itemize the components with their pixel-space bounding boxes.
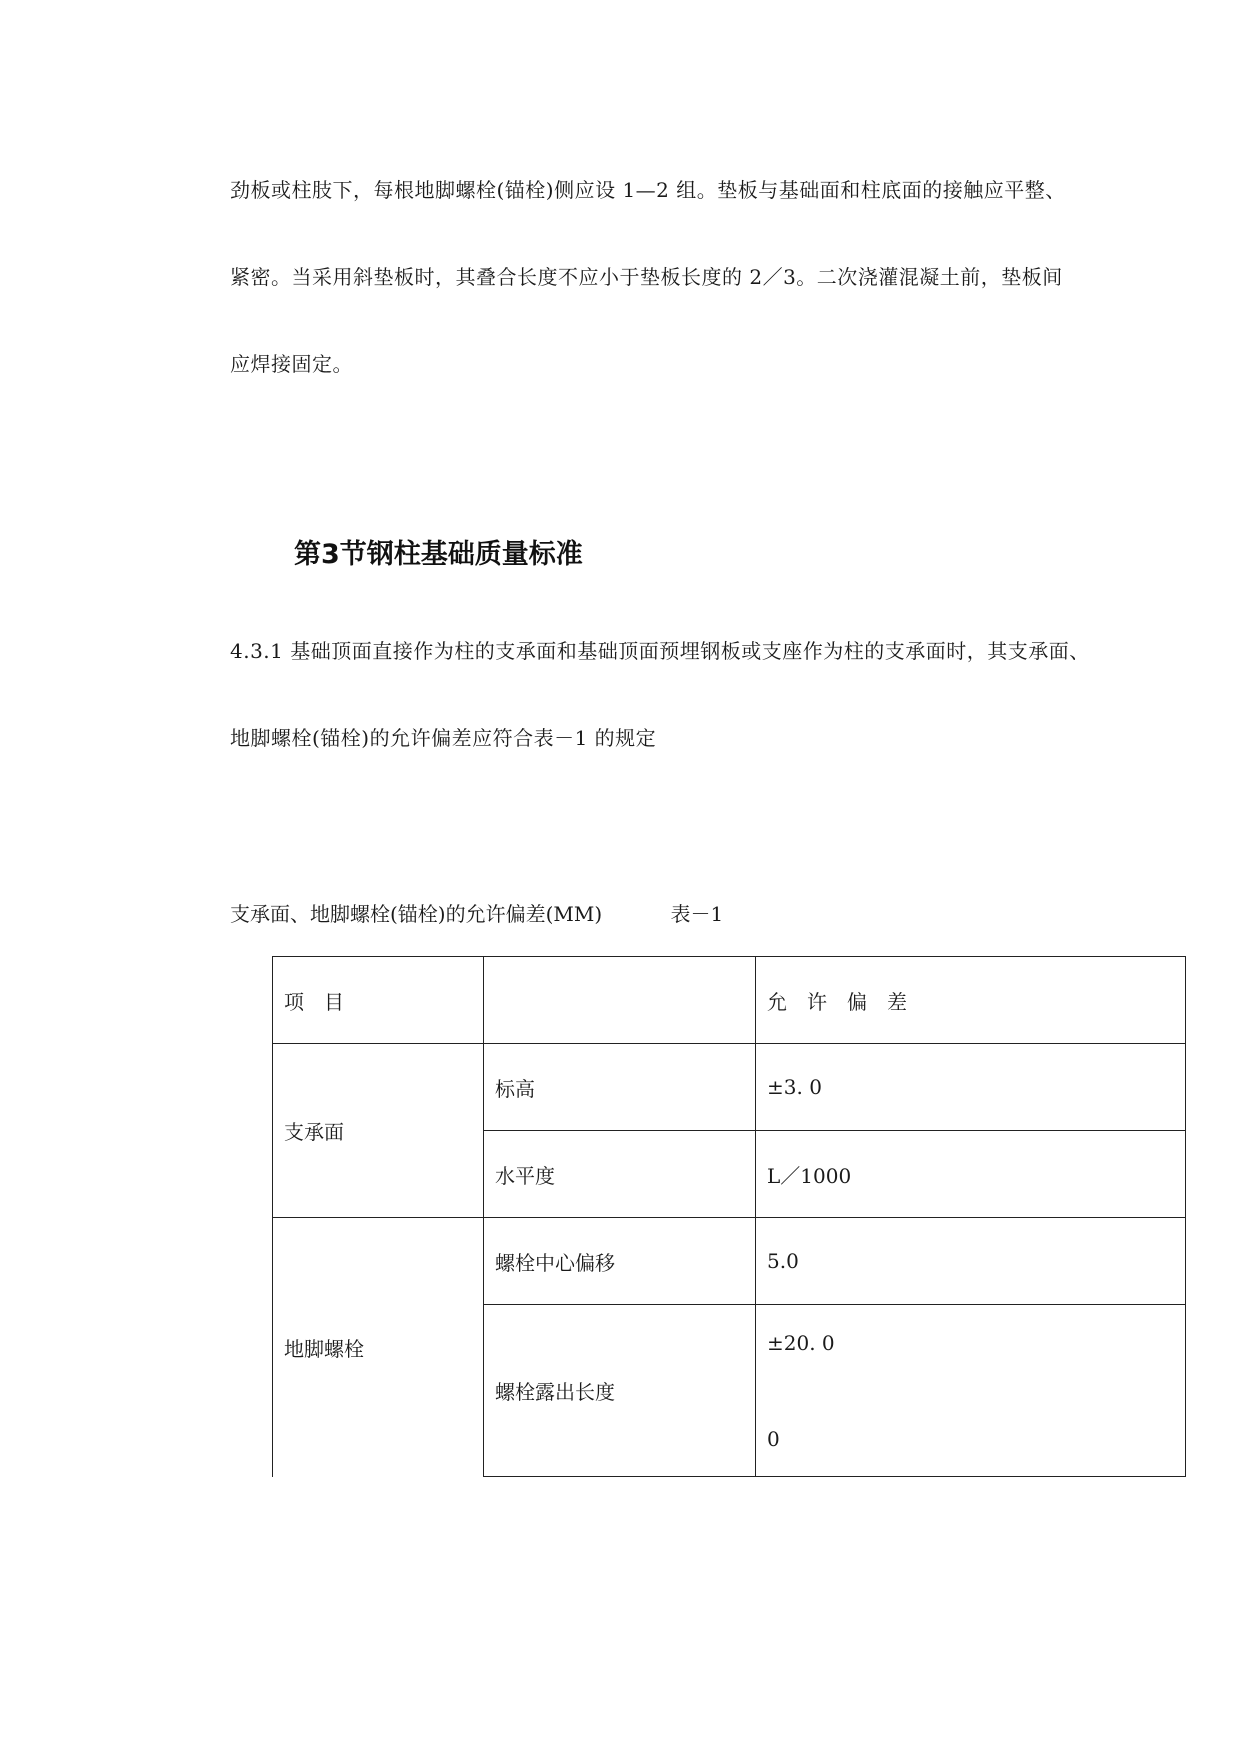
paragraph1-line-2: 紧密。当采用斜垫板时，其叠合长度不应小于垫板长度的 2／3。二次浇灌混凝土前，垫板间 (230, 265, 1063, 289)
paragraph2-line-2: 地脚螺栓(锚栓)的允许偏差应符合表－1 的规定 (230, 726, 657, 750)
sub-item-label: 标高 (495, 1076, 535, 1101)
sub-item-label: 螺栓中心偏移 (495, 1250, 615, 1275)
sub-item-cell (484, 1218, 756, 1305)
sub-item-label: 螺栓露出长度 (495, 1380, 615, 1404)
paragraph2-line-1: 4.3.1 基础顶面直接作为柱的支承面和基础顶面预埋钢板或支座作为柱的支承面时，其支承面、 (230, 639, 1090, 663)
tolerance-table (272, 956, 1186, 1477)
header-tolerance-cell (756, 957, 1186, 1044)
paragraph1-line-3: 应焊接固定。 (230, 352, 353, 376)
sub-item-label: 水平度 (495, 1163, 555, 1188)
sub-item-cell (484, 1044, 756, 1131)
tolerance-cell (756, 1305, 1186, 1477)
section-heading: 第3节钢柱基础质量标准 (294, 539, 583, 570)
tolerance-cell (756, 1218, 1186, 1305)
paragraph1-line-1: 劲板或柱肢下，每根地脚螺栓(锚栓)侧应设 1—2 组。垫板与基础面和柱底面的接触应平整、 (230, 178, 1066, 202)
group-label: 支承面 (284, 1120, 344, 1144)
header-tolerance-label: 允 许 偏 差 (767, 989, 907, 1014)
group-anchor-bolt-cell (273, 1218, 484, 1477)
tolerance-stack (767, 1331, 1185, 1451)
tolerance-cell (756, 1131, 1186, 1218)
tolerance-value: ±3. 0 (767, 1075, 822, 1099)
sub-item-cell (484, 1305, 756, 1477)
tolerance-value: L／1000 (767, 1163, 852, 1188)
header-item-label: 项 目 (284, 989, 344, 1014)
table-header-row (273, 957, 1186, 1044)
group-label: 地脚螺栓 (284, 1336, 364, 1361)
tolerance-value: 5.0 (767, 1249, 799, 1273)
table-caption (230, 902, 723, 926)
table-caption-number: 表－1 (670, 902, 724, 926)
tolerance-lower-value: 0 (767, 1426, 780, 1451)
header-item-cell (273, 957, 484, 1044)
table-row (273, 1218, 1186, 1305)
tolerance-upper-value: ±20. 0 (767, 1330, 835, 1355)
group-support-surface-cell (273, 1044, 484, 1218)
sub-item-cell (484, 1131, 756, 1218)
table-row (273, 1044, 1186, 1131)
header-sub-cell (484, 957, 756, 1044)
tolerance-cell (756, 1044, 1186, 1131)
table-caption-title: 支承面、地脚螺栓(锚栓)的允许偏差(MM) (230, 902, 603, 926)
